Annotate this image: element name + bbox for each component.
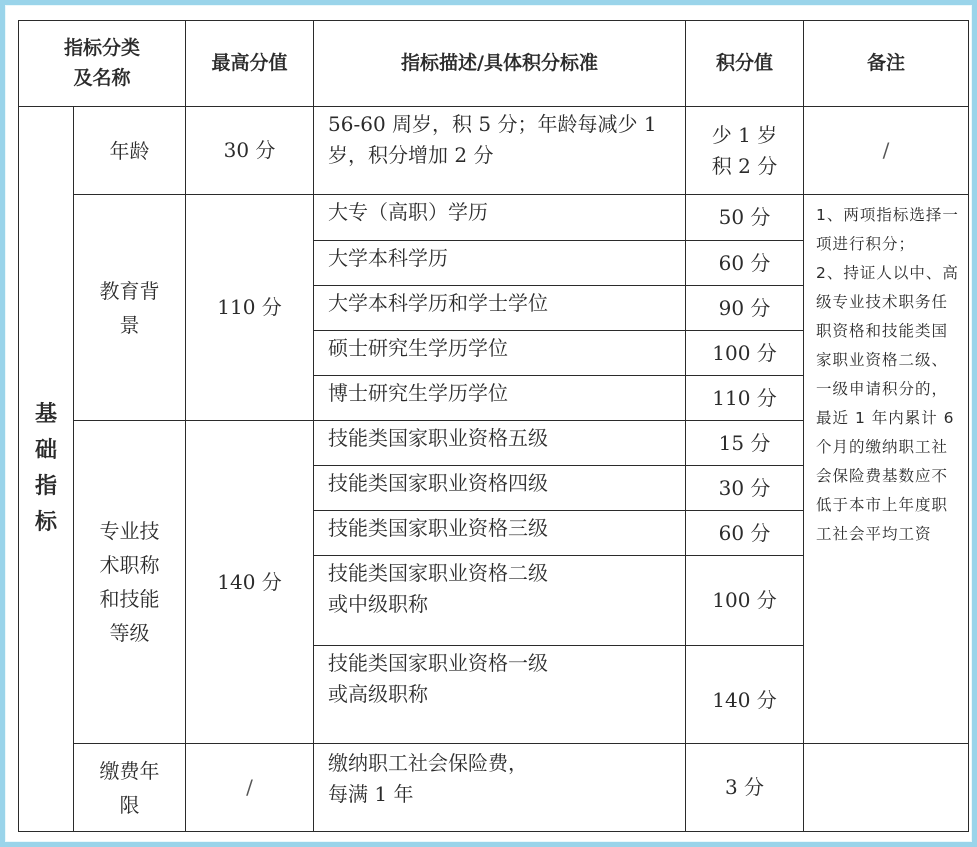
insurance-desc: 缴纳职工社会保险费， 每满 1 年 [314, 744, 686, 832]
table-row-age [19, 107, 969, 195]
education-points: 50 分 [686, 195, 804, 241]
professional-points: 100 分 [686, 556, 804, 646]
age-name: 年龄 [74, 107, 186, 195]
header-max-score: 最高分值 [186, 21, 314, 107]
header-description: 指标描述/具体积分标准 [314, 21, 686, 107]
insurance-points: 3 分 [686, 744, 804, 832]
table-row-insurance [19, 744, 969, 832]
education-max: 110 分 [186, 195, 314, 421]
professional-points: 30 分 [686, 466, 804, 511]
professional-points: 15 分 [686, 421, 804, 466]
insurance-name: 缴费年 限 [74, 744, 186, 832]
professional-desc: 技能类国家职业资格三级 [314, 511, 686, 556]
header-points: 积分值 [686, 21, 804, 107]
header-indicator: 指标分类 及名称 [19, 21, 186, 107]
education-points: 100 分 [686, 331, 804, 376]
professional-points: 60 分 [686, 511, 804, 556]
education-desc: 大专（高职）学历 [314, 195, 686, 241]
education-desc: 大学本科学历和学士学位 [314, 286, 686, 331]
professional-desc: 技能类国家职业资格四级 [314, 466, 686, 511]
professional-points: 140 分 [686, 646, 804, 744]
professional-desc: 技能类国家职业资格五级 [314, 421, 686, 466]
education-desc: 大学本科学历 [314, 241, 686, 286]
education-desc: 硕士研究生学历学位 [314, 331, 686, 376]
professional-desc: 技能类国家职业资格二级 或中级职称 [314, 556, 686, 646]
professional-desc: 技能类国家职业资格一级 或高级职称 [314, 646, 686, 744]
education-points: 110 分 [686, 376, 804, 421]
insurance-remark [804, 744, 969, 832]
professional-name: 专业技 术职称 和技能 等级 [74, 421, 186, 744]
education-name: 教育背 景 [74, 195, 186, 421]
age-max: 30 分 [186, 107, 314, 195]
remarks-note: 1、两项指标选择一项进行积分； 2、持证人以中、高级专业技术职务任职资格和技能类国家职业资格二级、一级申请积分的，最近 1 年内累计 6 个月的缴纳职工社会保险费基数应不低于本市上年度职工社会平均工资 [804, 195, 969, 744]
age-desc: 56-60 周岁，积 5 分；年龄每减少 1 岁，积分增加 2 分 [314, 107, 686, 195]
education-desc: 博士研究生学历学位 [314, 376, 686, 421]
header-row [19, 21, 969, 107]
points-table [18, 20, 969, 832]
insurance-max: / [186, 744, 314, 832]
age-remark: / [804, 107, 969, 195]
education-points: 90 分 [686, 286, 804, 331]
table-row-education [19, 195, 969, 241]
education-points: 60 分 [686, 241, 804, 286]
document-card [6, 6, 971, 841]
professional-max: 140 分 [186, 421, 314, 744]
age-points: 少 1 岁 积 2 分 [686, 107, 804, 195]
category-label: 基 础 指 标 [19, 107, 74, 832]
header-remarks: 备注 [804, 21, 969, 107]
